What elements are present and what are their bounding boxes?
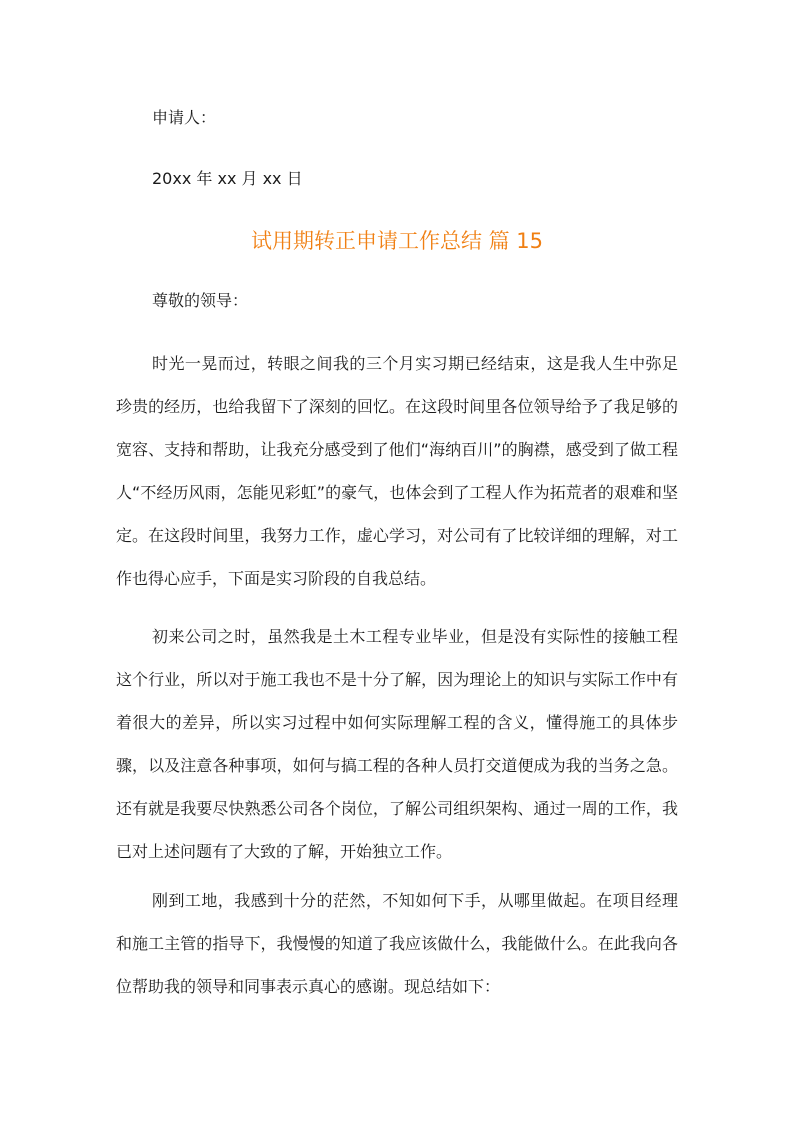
paragraph: 刚到工地，我感到十分的茫然，不知如何下手，从哪里做起。在项目经理和施工主管的指导下，我慢慢的知道了我应该做什么，我能做什么。在此我向各位帮助我的领导和同事表示真心的感谢。现总结如下： <box>116 891 678 996</box>
document-title: 试用期转正申请工作总结 篇 15 <box>250 229 544 253</box>
paragraph: 时光一晃而过，转眼之间我的三个月实习期已经结束，这是我人生中弥足珍贵的经历，也给我留下了深刻的回忆。在这段时间里各位领导给予了我足够的宽容、支持和帮助，让我充分感受到了他们“海纳百川”的胸襟，感受到了做工程人“不经历风雨，怎能见彩虹”的豪气，也体会到了工程人作为拓荒者的艰难和坚定。在这段时间里，我努力工作，虚心学习，对公司有了比较详细的理解，对工作也得心应手，下面是实习阶段的自我总结。 <box>116 354 678 588</box>
paragraph: 初来公司之时，虽然我是土木工程专业毕业，但是没有实际性的接触工程这个行业，所以对于施工我也不是十分了解，因为理论上的知识与实际工作中有着很大的差异，所以实习过程中如何实际理解工程的含义，懂得施工的具体步骤，以及注意各种事项，如何与搞工程的各种人员打交道便成为我的当务之急。还有就是我要尽快熟悉公司各个岗位，了解公司组织架构、通过一周的工作，我已对上述问题有了大致的了解，开始独立工作。 <box>116 627 678 861</box>
greeting: 尊敬的领导： <box>152 291 249 310</box>
applicant-label: 申请人： <box>152 108 217 127</box>
date-line: 20xx 年 xx 月 xx 日 <box>152 169 303 188</box>
